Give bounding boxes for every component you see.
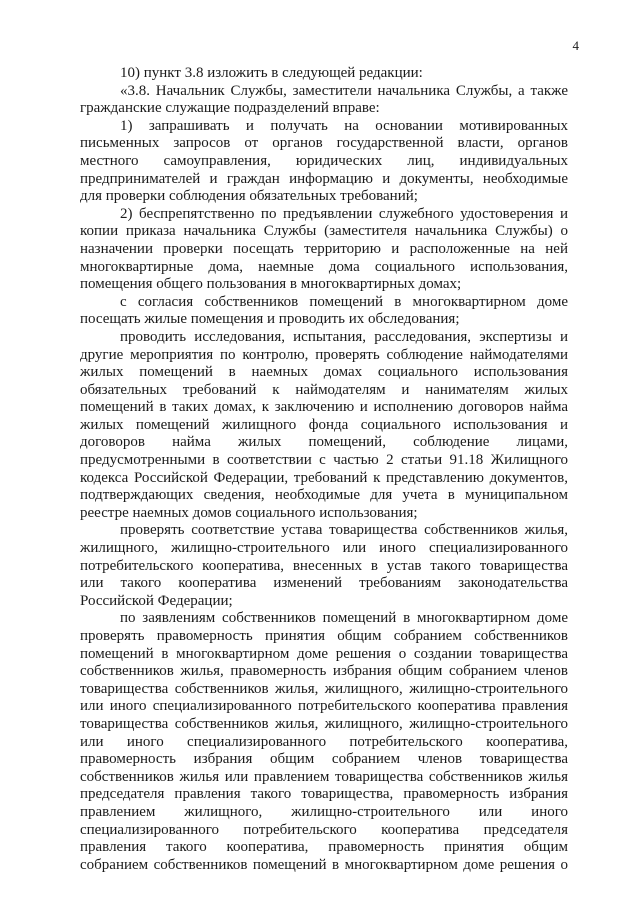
text-line: обязательных требований к наймодателям и нанимателям жилых bbox=[80, 381, 568, 398]
text-line: помещения общего пользования в многоквартирных домах; bbox=[80, 276, 462, 293]
text-line: потребительского кооператива, внесенных в устав такого товарищества bbox=[80, 557, 568, 574]
text-line: председателя правления такого товарищества, правомерность избрания bbox=[80, 786, 568, 803]
text-line: правомерность избрания общим собранием членов товарищества bbox=[80, 751, 568, 768]
text-line: правлением жилищного, жилищно-строительного или иного bbox=[80, 803, 568, 820]
page-number: 4 bbox=[572, 38, 579, 53]
text-line: для проверки соблюдения обязательных требований; bbox=[80, 188, 418, 205]
text-line: предусмотренными в соответствии с частью 2 статьи 91.18 Жилищного bbox=[80, 452, 568, 469]
text-line: письменных запросов от органов государственной власти, органов bbox=[80, 135, 568, 152]
text-line: проверять правомерность принятия общим собранием собственников bbox=[80, 628, 568, 644]
text-line: договоров найма жилых помещений, соблюдение лицами, bbox=[80, 434, 568, 451]
text-line: многоквартирные дома, наемные дома социального использования, bbox=[80, 258, 568, 275]
text-line: назначении проверки посещать территорию и расположенные на ней bbox=[80, 240, 568, 257]
text-line: предпринимателей и граждан информацию и документы, необходимые bbox=[80, 170, 568, 187]
text-line: товарищества собственников жилья, жилищного, жилищно-строительного bbox=[80, 715, 568, 732]
text-line: проверять соответствие устава товарищества собственников жилья, bbox=[120, 522, 568, 539]
text-line: жилых помещений в наемных домах социального использования bbox=[80, 364, 568, 381]
text-line: помещений в таких домах, к заключению и исполнению договоров найма bbox=[80, 399, 568, 416]
document-body bbox=[80, 65, 568, 874]
text-line: или иного специализированного потребительского кооператива, bbox=[80, 733, 568, 750]
text-line: с согласия собственников помещений в многоквартирном доме bbox=[120, 293, 568, 310]
text-line: другие мероприятия по контролю, проверять соблюдение наймодателями bbox=[80, 346, 568, 363]
text-line: копии приказа начальника Службы (заместителя начальника Службы) о bbox=[80, 223, 568, 240]
text-line: проводить исследования, испытания, расследования, экспертизы и bbox=[120, 328, 568, 345]
text-line: по заявлениям собственников помещений в многоквартирном доме bbox=[120, 610, 568, 627]
text-line: реестре наемных домов социального использования; bbox=[80, 504, 418, 521]
text-line: товарищества собственников жилья, жилищного, жилищно-строительного bbox=[80, 680, 568, 697]
text-line: или иного специализированного потребительского кооператива правления bbox=[80, 698, 568, 715]
text-line: 10) пункт 3.8 изложить в следующей редакции: bbox=[120, 65, 423, 81]
text-line: Российской Федерации; bbox=[80, 592, 233, 609]
text-line: подтверждающих сведения, необходимые для учета в муниципальном bbox=[80, 487, 568, 504]
text-line: помещений в многоквартирном доме решения о создании товарищества bbox=[80, 645, 568, 662]
text-line: местного самоуправления, юридических лиц, индивидуальных bbox=[80, 152, 568, 169]
text-line: жилых помещений жилищного фонда социального использования и bbox=[80, 416, 568, 433]
text-line: кодекса Российской Федерации, требований к представлению документов, bbox=[80, 469, 568, 486]
text-line: собственников жилья, правомерность избрания общим собранием членов bbox=[80, 663, 568, 680]
text-line: жилищного, жилищно-строительного или иного специализированного bbox=[80, 540, 568, 557]
text-line: посещать жилые помещения и проводить их обследования; bbox=[80, 311, 460, 328]
text-line: специализированного потребительского кооператива председателя bbox=[80, 821, 568, 838]
text-line: 1) запрашивать и получать на основании мотивированных bbox=[120, 117, 568, 134]
text-line: правления такого кооператива, правомерность принятия общим bbox=[80, 839, 568, 856]
text-line: гражданские служащие подразделений вправе: bbox=[80, 100, 380, 117]
text-line: собранием собственников помещений в многоквартирном доме решения о bbox=[80, 856, 568, 873]
text-line: «3.8. Начальник Службы, заместители начальника Службы, а также bbox=[120, 82, 568, 99]
text-line: собственников жилья или правлением товарищества собственников жилья bbox=[80, 768, 568, 785]
text-line: 2) беспрепятственно по предъявлении служебного удостоверения и bbox=[120, 205, 568, 222]
text-line: или такого кооператива изменений требованиям законодательства bbox=[80, 575, 568, 592]
